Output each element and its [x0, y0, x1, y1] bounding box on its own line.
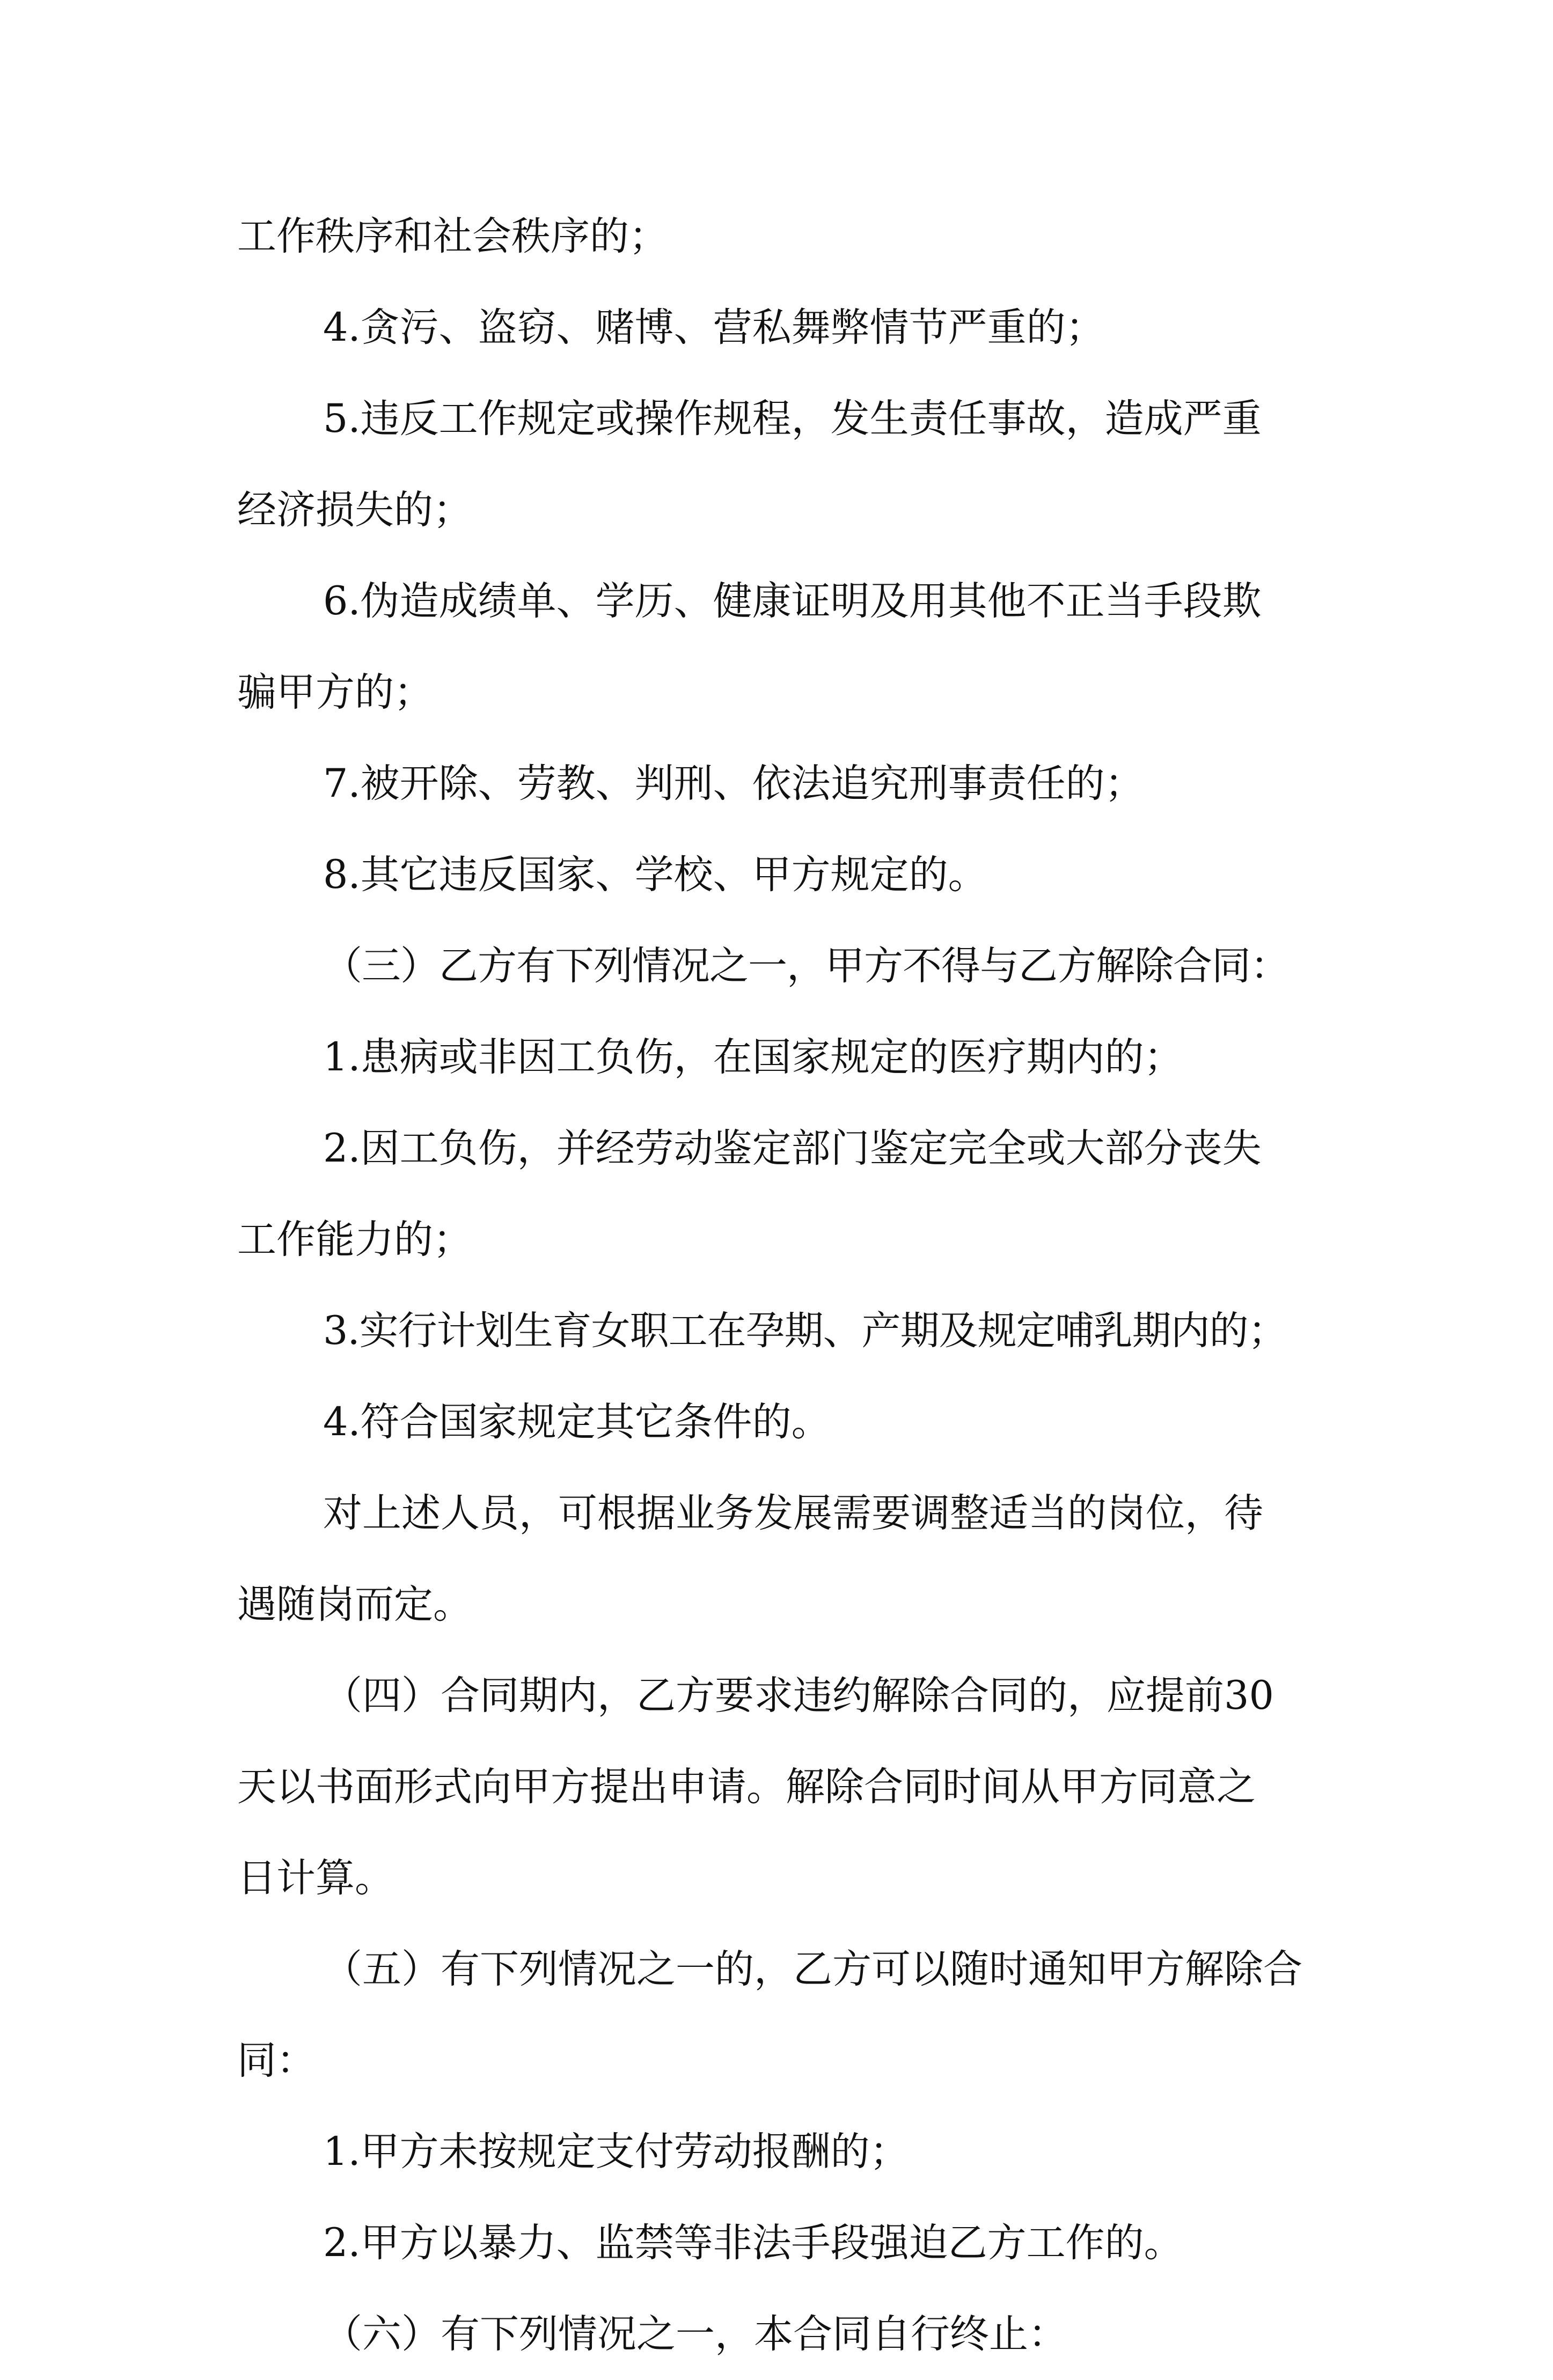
text-line: 日计算。 [237, 1855, 394, 1901]
text-line: 骗甲方的； [237, 670, 433, 715]
list-item: 3.实行计划生育女职工在孕期、产期及规定哺乳期内的； [323, 1308, 1287, 1354]
list-item: 7.被开除、劳教、判刑、依法追究刑事责任的； [323, 761, 1144, 806]
list-item: 2.因工负伤，并经劳动鉴定部门鉴定完全或大部分丧失 [323, 1126, 1262, 1171]
section-heading: （三）乙方有下列情况之一，甲方不得与乙方解除合同： [323, 943, 1289, 989]
list-item: 2.甲方以暴力、监禁等非法手段强迫乙方工作的。 [323, 2220, 1183, 2266]
text-line: 经济损失的； [237, 487, 472, 533]
list-item: 4.贪污、盗窃、赌博、营私舞弊情节严重的； [323, 305, 1105, 350]
text-line: 同： [237, 2038, 316, 2083]
text-line: 工作秩序和社会秩序的； [237, 214, 668, 259]
list-item: 1.甲方未按规定支付劳动报酬的； [323, 2129, 909, 2175]
section-heading: （五）有下列情况之一的，乙方可以随时通知甲方解除合 [323, 1946, 1302, 1992]
section-heading: （六）有下列情况之一，本合同自行终止： [323, 2311, 1067, 2357]
text-line: 工作能力的； [237, 1217, 472, 1262]
section-heading: （四）合同期内，乙方要求违约解除合同的，应提前30 [323, 1673, 1274, 1718]
document-body [237, 191, 1332, 2380]
list-item: 5.违反工作规定或操作规程，发生责任事故，造成严重 [323, 396, 1262, 442]
text-line: 遇随岗而定。 [237, 1582, 472, 1627]
list-item: 1.患病或非因工负伤，在国家规定的医疗期内的； [323, 1034, 1183, 1080]
text-line: 天以书面形式向甲方提出申请。解除合同时间从甲方同意之 [237, 1764, 1256, 1810]
list-item: 8.其它违反国家、学校、甲方规定的。 [323, 852, 987, 898]
list-item: 6.伪造成绩单、学历、健康证明及用其他不正当手段欺 [323, 578, 1262, 624]
paragraph-line: 对上述人员，可根据业务发展需要调整适当的岗位，待 [323, 1490, 1263, 1536]
list-item: 4.符合国家规定其它条件的。 [323, 1399, 831, 1445]
